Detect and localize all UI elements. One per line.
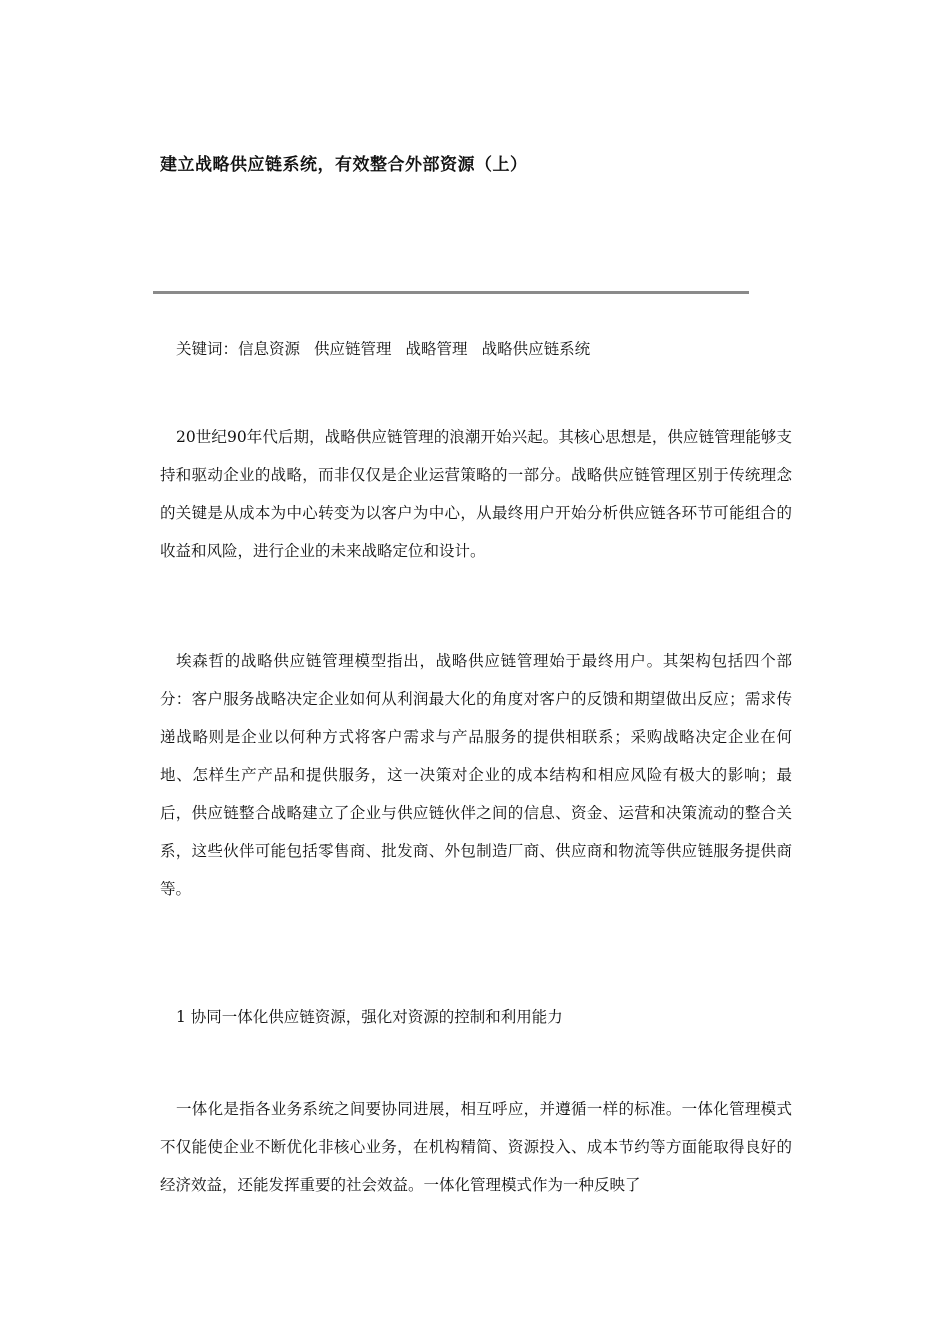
section-heading: 1 协同一体化供应链资源，强化对资源的控制和利用能力 [176,1008,563,1026]
body-paragraph: 一体化是指各业务系统之间要协同进展，相互呼应，并遵循一样的标准。一体化管理模式不仅能使企业不断优化非核心业务，在机构精简、资源投入、成本节约等方面能取得良好的经济效益，还能发挥重要的社会效益。一体化管理模式作为一种反映了 [160,1100,792,1194]
keyword-item: 信息资源 [238,340,301,358]
keywords-label: 关键词： [176,340,239,358]
keywords-line [160,330,792,368]
horizontal-divider [153,291,749,294]
keyword-item: 战略供应链系统 [481,340,591,358]
keyword-item: 供应链管理 [314,340,392,358]
body-paragraph: 埃森哲的战略供应链管理模型指出，战略供应链管理始于最终用户。其架构包括四个部分：客户服务战略决定企业如何从利润最大化的角度对客户的反馈和期望做出反应；需求传递战略则是企业以何种方式将客户需求与产品服务的提供相联系；采购战略决定企业在何地、怎样生产产品和提供服务，这一决策对企业的成本结构和相应风险有极大的影响；最后，供应链整合战略建立了企业与供应链伙伴之间的信息、资金、运营和决策流动的整合关系，这些伙伴可能包括零售商、批发商、外包制造厂商、供应商和物流等供应链服务提供商等。 [160,652,792,898]
keyword-item: 战略管理 [405,340,468,358]
document-title: 建立战略供应链系统，有效整合外部资源（上） [160,155,528,175]
body-paragraph: 20世纪90年代后期，战略供应链管理的浪潮开始兴起。其核心思想是，供应链管理能够支持和驱动企业的战略，而非仅仅是企业运营策略的一部分。战略供应链管理区别于传统理念的关键是从成本为中心转变为以客户为中心，从最终用户开始分析供应链各环节可能组合的收益和风险，进行企业的未来战略定位和设计。 [160,428,792,560]
